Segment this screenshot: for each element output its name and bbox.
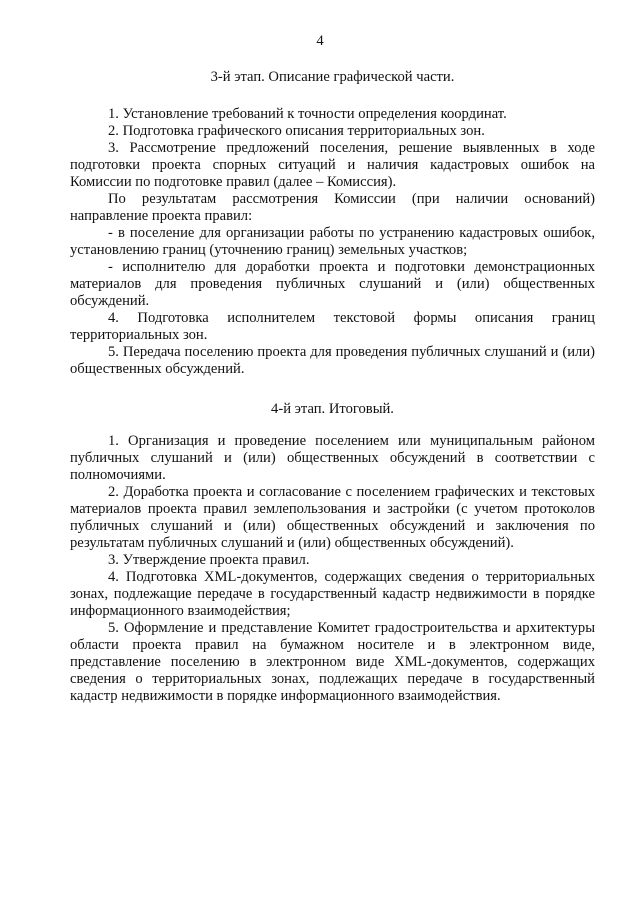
stage3-paragraph: - в поселение для организации работы по устранению кадастровых ошибок, установлению границ (уточнению границ) земельных участков; xyxy=(70,225,595,258)
stage3-title: 3-й этап. Описание графической части. xyxy=(210,69,455,85)
stage4-title: 4-й этап. Итоговый. xyxy=(271,401,394,417)
stage4-paragraph: 5. Оформление и представление Комитет градостроительства и архитектуры области проекта правил на бумажном носителе и в электронном виде, представление поселению в электронном виде XML-документов, содержащих сведения о территориальных зонах, подлежащих передаче в государственный кадастр недвижимости в порядке информационного взаимодействия. xyxy=(70,620,595,704)
stage4-body xyxy=(70,433,595,705)
stage3-paragraph: По результатам рассмотрения Комиссии (при наличии оснований) направление проекта правил: xyxy=(70,191,595,224)
stage3-paragraph: - исполнителю для доработки проекта и подготовки демонстрационных материалов для проведения публичных слушаний и (или) общественных обсуждений. xyxy=(70,259,595,309)
stage3-paragraph: 3. Рассмотрение предложений поселения, решение выявленных в ходе подготовки проекта спорных ситуаций и наличия кадастровых ошибок на Комиссии по подготовке правил (далее – Комиссия). xyxy=(70,140,595,190)
stage4-paragraph: 4. Подготовка XML-документов, содержащих сведения о территориальных зонах, подлежащие передаче в государственный кадастр недвижимости в порядке информационного взаимодействия; xyxy=(70,569,595,619)
stage3-paragraph: 2. Подготовка графического описания территориальных зон. xyxy=(108,123,485,139)
stage4-paragraph: 2. Доработка проекта и согласование с поселением графических и текстовых материалов проекта правил землепользования и застройки (с учетом протоколов публичных слушаний и (или) общественных обсуждений и заключения по результатам публичных слушаний и (или) общественных обсуждений). xyxy=(70,484,595,551)
stage3-paragraph: 5. Передача поселению проекта для проведения публичных слушаний и (или) общественных обсуждений. xyxy=(70,344,595,377)
page-number: 4 xyxy=(316,33,324,49)
stage4-paragraph: 3. Утверждение проекта правил. xyxy=(108,552,310,568)
stage3-paragraph: 4. Подготовка исполнителем текстовой формы описания границ территориальных зон. xyxy=(70,310,595,343)
stage4-paragraph: 1. Организация и проведение поселением или муниципальным районом публичных слушаний и (или) общественных обсуждений в соответствии с полномочиями. xyxy=(70,433,595,483)
stage3-paragraph: 1. Установление требований к точности определения координат. xyxy=(108,106,507,122)
stage3-body xyxy=(70,106,595,378)
